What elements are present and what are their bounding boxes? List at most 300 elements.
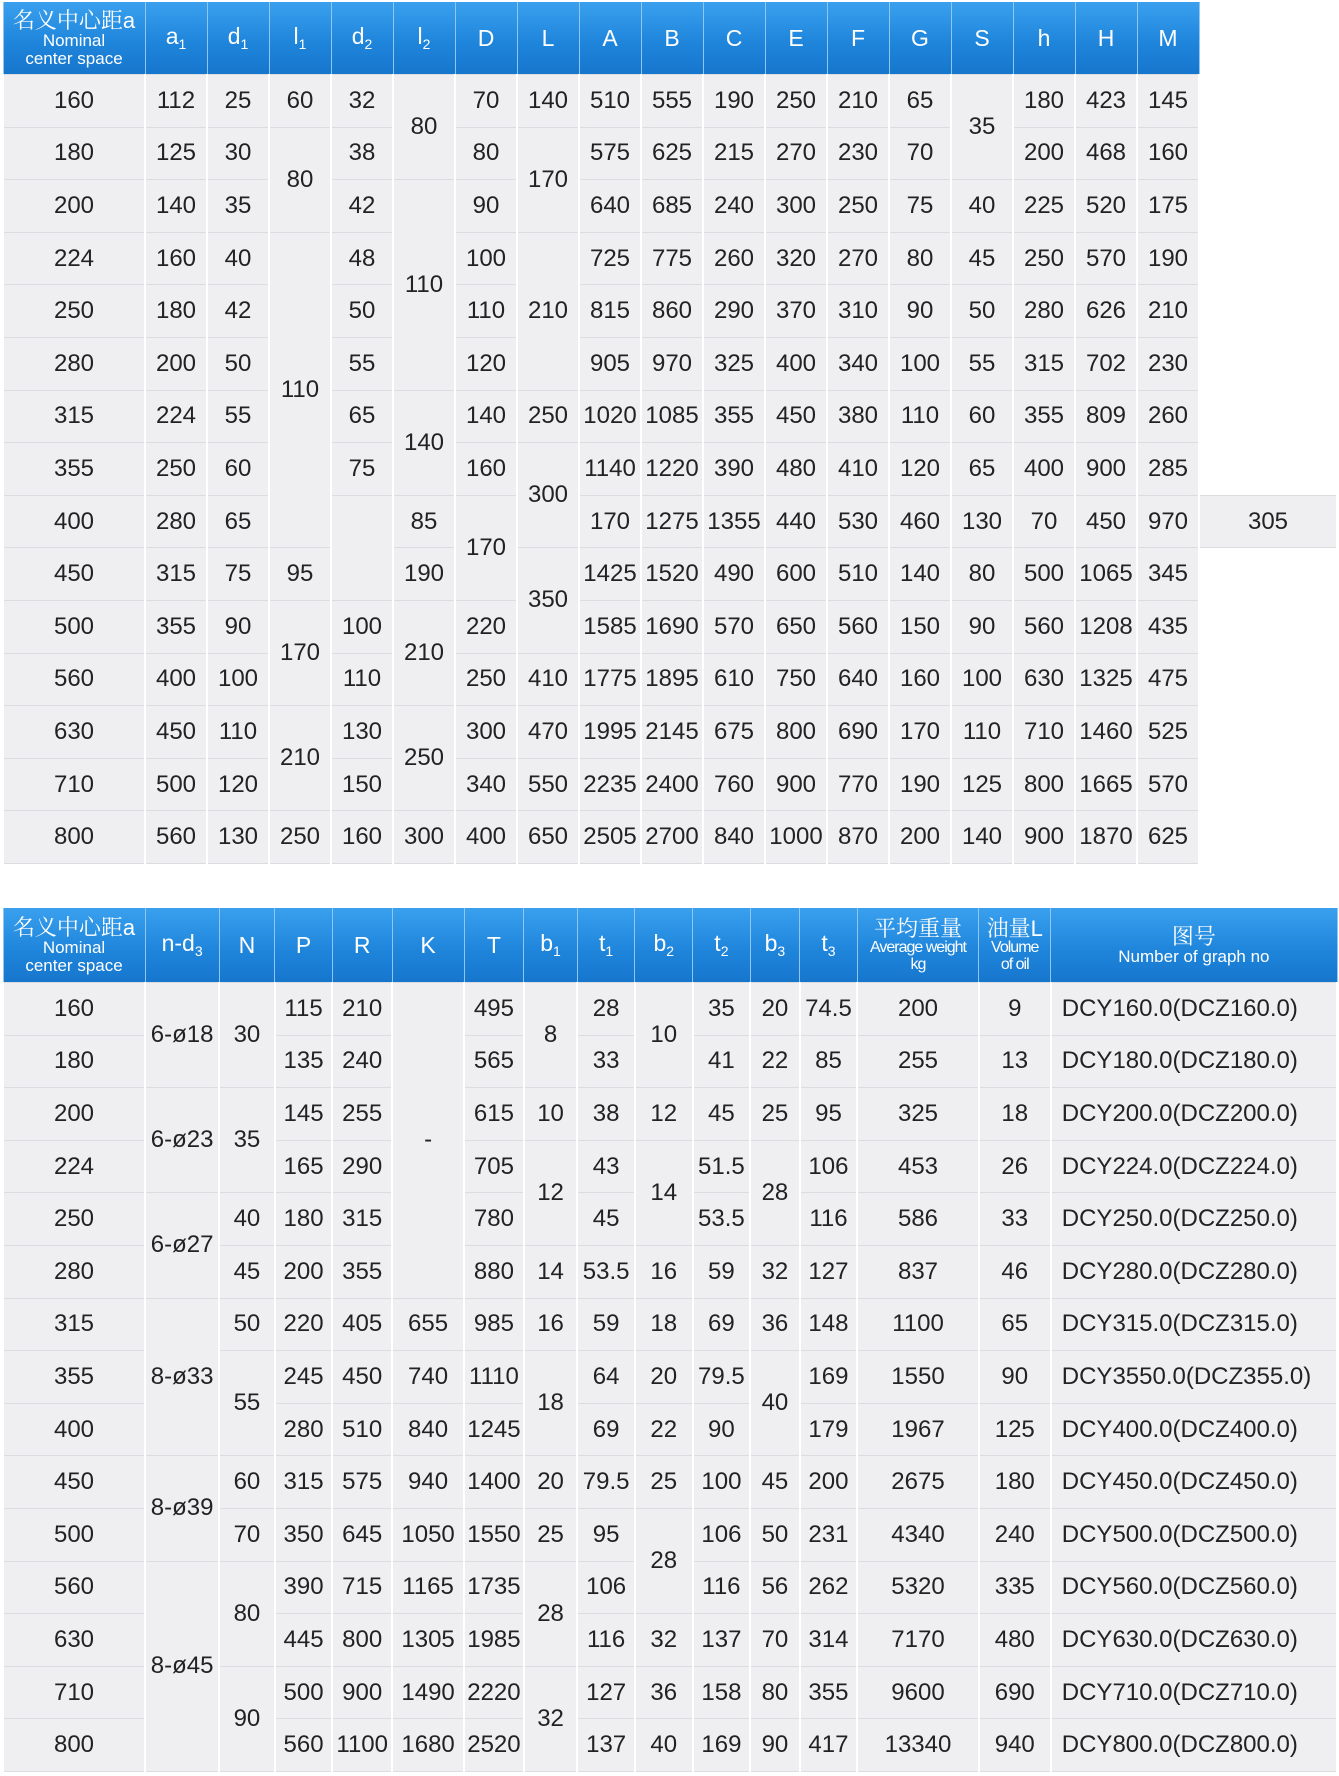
table-cell: 65 [331, 390, 393, 443]
table-cell: 1275 [641, 495, 703, 548]
table-cell: 116 [800, 1193, 858, 1246]
col-header: $b_1$ [524, 908, 578, 983]
table-cell: 350 [275, 1508, 333, 1561]
table-cell: 55 [951, 337, 1013, 390]
table-cell: 224 [145, 390, 207, 443]
table-cell: 8 [524, 983, 578, 1088]
table-cell: 315 [1013, 337, 1075, 390]
table-cell: 510 [332, 1403, 392, 1456]
table-cell: 224 [3, 232, 145, 285]
table-cell: 740 [392, 1351, 464, 1404]
table-cell: 685 [641, 180, 703, 233]
table-cell: 1100 [332, 1719, 392, 1772]
col-header: L [517, 2, 579, 75]
table-cell: 70 [455, 75, 517, 128]
table-cell: 710 [1013, 706, 1075, 759]
table-cell: 625 [641, 127, 703, 180]
table-cell: 615 [464, 1088, 524, 1141]
graph-number-cell: DCY630.0(DCZ630.0) [1051, 1614, 1337, 1667]
table-cell: 800 [3, 1719, 145, 1772]
table-cell: 75 [889, 180, 951, 233]
table-cell: 210 [827, 75, 889, 128]
table-cell: 28 [635, 1508, 693, 1613]
table-cell: 1460 [1075, 706, 1137, 759]
table-cell: 1000 [765, 811, 827, 864]
col-header: $t_2$ [693, 908, 751, 983]
table-cell: 940 [392, 1456, 464, 1509]
table-cell: 170 [889, 706, 951, 759]
table-cell: 200 [145, 337, 207, 390]
table-cell: 106 [800, 1140, 858, 1193]
graph-number-cell: DCY280.0(DCZ280.0) [1051, 1245, 1337, 1298]
table-cell: 405 [332, 1298, 392, 1351]
table-cell: 175 [1137, 180, 1199, 233]
table-cell: 90 [219, 1666, 275, 1771]
table-cell: 500 [275, 1666, 333, 1719]
table-cell: 100 [455, 232, 517, 285]
table-cell: 260 [703, 232, 765, 285]
bolt-spec-cell: 6-ø18 [145, 983, 219, 1088]
table-cell: 2675 [857, 1456, 978, 1509]
table-cell: 75 [207, 548, 269, 601]
graph-number-cell: DCY450.0(DCZ450.0) [1051, 1456, 1337, 1509]
col-header: $t_1$ [577, 908, 635, 983]
bolt-spec-cell: 8-ø45 [145, 1561, 219, 1771]
table-cell: 800 [332, 1614, 392, 1667]
table-cell: 260 [1137, 390, 1199, 443]
table-cell: 1220 [641, 443, 703, 496]
table-cell: 560 [1013, 600, 1075, 653]
table-cell: 280 [275, 1403, 333, 1456]
table-cell: 90 [979, 1351, 1051, 1404]
table-cell: 840 [703, 811, 765, 864]
table-cell: 65 [979, 1298, 1051, 1351]
mounting-table-body [3, 983, 1337, 1772]
table-cell: 18 [979, 1088, 1051, 1141]
table-cell: 75 [331, 443, 393, 496]
table-cell: 210 [332, 983, 392, 1036]
table-cell: 116 [693, 1561, 751, 1614]
table-cell: 150 [889, 600, 951, 653]
table-cell: 60 [269, 75, 331, 128]
table-cell: 705 [464, 1140, 524, 1193]
table-cell: 355 [145, 600, 207, 653]
header-row [3, 2, 1337, 75]
table-cell: 300 [765, 180, 827, 233]
table-cell: 1690 [641, 600, 703, 653]
table-cell: 453 [857, 1140, 978, 1193]
table-cell: 41 [693, 1035, 751, 1088]
table-cell: 702 [1075, 337, 1137, 390]
table-cell: 22 [750, 1035, 799, 1088]
table-cell: 224 [3, 1140, 145, 1193]
table-cell: 40 [951, 180, 1013, 233]
table-cell: 1110 [464, 1351, 524, 1404]
table-cell: 180 [979, 1456, 1051, 1509]
table-cell: 160 [3, 75, 145, 128]
weight-header: 平均重量 Average weight kg [857, 908, 978, 983]
table-cell: 2505 [579, 811, 641, 864]
table-cell: 74.5 [800, 983, 858, 1036]
table-cell: 775 [641, 232, 703, 285]
table-cell: 25 [524, 1508, 578, 1561]
table-cell: 69 [693, 1298, 751, 1351]
table-cell: 95 [269, 548, 331, 601]
table-cell: 140 [393, 390, 455, 495]
table-cell: 50 [219, 1298, 275, 1351]
header-row [3, 908, 1337, 983]
table-cell: 70 [889, 127, 951, 180]
table-cell: - [392, 983, 464, 1299]
table-cell: 4340 [857, 1508, 978, 1561]
table-cell: 1245 [464, 1403, 524, 1456]
col-header: P [275, 908, 333, 983]
table-cell: 230 [1137, 337, 1199, 390]
table-cell: 190 [393, 548, 455, 601]
table-cell: 65 [889, 75, 951, 128]
table-cell: 710 [3, 1666, 145, 1719]
table-cell: 160 [145, 232, 207, 285]
table-cell: 450 [765, 390, 827, 443]
table-cell: 320 [765, 232, 827, 285]
table-cell: 5320 [857, 1561, 978, 1614]
table-cell: 100 [889, 337, 951, 390]
table-cell: 725 [579, 232, 641, 285]
table-cell: 65 [951, 443, 1013, 496]
table-cell: 125 [951, 758, 1013, 811]
table-cell: 160 [331, 811, 393, 864]
table-cell: 106 [693, 1508, 751, 1561]
table-cell: 137 [693, 1614, 751, 1667]
table-cell: 800 [1013, 758, 1075, 811]
table-cell: 170 [579, 495, 641, 548]
table-cell: 500 [3, 1508, 145, 1561]
table-cell: 2235 [579, 758, 641, 811]
table-cell: 640 [827, 653, 889, 706]
table-cell: 1305 [392, 1614, 464, 1667]
table-cell: 9 [979, 983, 1051, 1036]
nominal-header: 名义中心距a Nominal center space [3, 908, 145, 983]
bolt-spec-cell: 6-ø23 [145, 1088, 219, 1193]
table-cell: 56 [750, 1561, 799, 1614]
table-cell: 42 [207, 285, 269, 338]
table-cell: 120 [455, 337, 517, 390]
table-cell: 145 [275, 1088, 333, 1141]
table-cell: 140 [951, 811, 1013, 864]
table-cell: 80 [269, 127, 331, 232]
table-cell: 410 [827, 443, 889, 496]
col-header: $d_1$ [207, 2, 269, 75]
table-cell: 250 [765, 75, 827, 128]
table-cell: 79.5 [693, 1351, 751, 1404]
graph-number-cell: DCY500.0(DCZ500.0) [1051, 1508, 1337, 1561]
table-cell: 250 [3, 285, 145, 338]
table-cell: 9600 [857, 1666, 978, 1719]
table-cell: 1870 [1075, 811, 1137, 864]
table-cell: 410 [517, 653, 579, 706]
table-cell: 315 [275, 1456, 333, 1509]
table-cell: 710 [3, 758, 145, 811]
table-cell: 127 [577, 1666, 635, 1719]
table-cell: 53.5 [693, 1193, 751, 1246]
table-cell: 112 [145, 75, 207, 128]
table-cell: 837 [857, 1245, 978, 1298]
table-row [3, 1298, 1337, 1351]
table-cell: 65 [207, 495, 269, 548]
table-cell: 560 [827, 600, 889, 653]
table-cell: 1490 [392, 1666, 464, 1719]
table-cell: 35 [951, 75, 1013, 180]
table-cell: 1585 [579, 600, 641, 653]
table-cell: 106 [577, 1561, 635, 1614]
col-header: $a_1$ [145, 2, 207, 75]
table-cell: 815 [579, 285, 641, 338]
table-cell: 25 [750, 1088, 799, 1141]
graph-header: 图号 Number of graph no [1051, 908, 1337, 983]
table-cell: 417 [800, 1719, 858, 1772]
table-cell: 380 [827, 390, 889, 443]
table-cell: 190 [703, 75, 765, 128]
table-cell: 145 [1137, 75, 1199, 128]
table-cell: 12 [635, 1088, 693, 1141]
table-cell: 315 [3, 1298, 145, 1351]
dimension-table-body [3, 75, 1337, 864]
graph-number-cell: DCY315.0(DCZ315.0) [1051, 1298, 1337, 1351]
table-cell: 490 [703, 548, 765, 601]
table-cell: 262 [800, 1561, 858, 1614]
table-cell: 1100 [857, 1298, 978, 1351]
col-header: E [765, 2, 827, 75]
table-cell: 100 [951, 653, 1013, 706]
table-cell: 110 [393, 180, 455, 390]
table-cell: 400 [1013, 443, 1075, 496]
table-cell: 210 [393, 600, 455, 705]
table-row [3, 180, 1337, 233]
table-cell: 85 [800, 1035, 858, 1088]
table-cell: 16 [635, 1245, 693, 1298]
table-cell: 160 [3, 983, 145, 1036]
table-cell: 90 [889, 285, 951, 338]
table-cell: 1355 [703, 495, 765, 548]
table-cell: 340 [455, 758, 517, 811]
table-cell: 1020 [579, 390, 641, 443]
table-cell: 495 [464, 983, 524, 1036]
table-cell: 345 [1137, 548, 1199, 601]
table-cell: 1425 [579, 548, 641, 601]
table-cell: 1967 [857, 1403, 978, 1456]
table-cell: 25 [635, 1456, 693, 1509]
table-cell: 170 [455, 495, 517, 600]
table-cell: 560 [275, 1719, 333, 1772]
table-cell: 300 [393, 811, 455, 864]
table-cell: 600 [765, 548, 827, 601]
table-cell: 530 [827, 495, 889, 548]
table-row [3, 127, 1337, 180]
table-cell: 200 [857, 983, 978, 1036]
graph-number-cell: DCY250.0(DCZ250.0) [1051, 1193, 1337, 1246]
col-header: A [579, 2, 641, 75]
table-cell: 160 [1137, 127, 1199, 180]
table-row [3, 495, 1337, 548]
graph-number-cell: DCY224.0(DCZ224.0) [1051, 1140, 1337, 1193]
table-cell: 355 [800, 1666, 858, 1719]
table-cell: 1140 [579, 443, 641, 496]
col-header: F [827, 2, 889, 75]
col-header: $d_2$ [331, 2, 393, 75]
mounting-table [2, 908, 1338, 1772]
table-cell: 35 [693, 983, 751, 1036]
table-cell: 355 [3, 443, 145, 496]
table-cell: 55 [219, 1351, 275, 1456]
table-cell: 200 [800, 1456, 858, 1509]
table-cell: 468 [1075, 127, 1137, 180]
table-cell: 130 [207, 811, 269, 864]
table-cell: 626 [1075, 285, 1137, 338]
table-cell: 610 [703, 653, 765, 706]
table-cell: 570 [1075, 232, 1137, 285]
table-cell: 555 [641, 75, 703, 128]
table-cell: 500 [1013, 548, 1075, 601]
table-cell: 16 [524, 1298, 578, 1351]
table-cell: 1050 [392, 1508, 464, 1561]
table-cell: 1775 [579, 653, 641, 706]
table-row [3, 548, 1337, 601]
table-cell: 64 [577, 1351, 635, 1404]
table-cell: 500 [3, 600, 145, 653]
table-cell: 95 [800, 1088, 858, 1141]
table-cell: 460 [889, 495, 951, 548]
table-cell: 900 [1013, 811, 1075, 864]
table-cell: 940 [979, 1719, 1051, 1772]
col-header: D [455, 2, 517, 75]
table-cell: 18 [524, 1351, 578, 1456]
table-cell: 45 [219, 1245, 275, 1298]
table-cell: 26 [979, 1140, 1051, 1193]
table-cell: 280 [3, 337, 145, 390]
table-cell: 50 [207, 337, 269, 390]
col-header: $t_3$ [800, 908, 858, 983]
table-cell: 200 [889, 811, 951, 864]
table-cell: 900 [765, 758, 827, 811]
table-cell: 1985 [464, 1614, 524, 1667]
table-cell: 255 [332, 1088, 392, 1141]
table-cell: 250 [517, 390, 579, 443]
table-cell: 116 [577, 1614, 635, 1667]
table-cell: 14 [635, 1140, 693, 1245]
table-cell: 245 [275, 1351, 333, 1404]
col-header: M [1137, 2, 1199, 75]
table-cell: 560 [3, 653, 145, 706]
bolt-spec-cell: 6-ø27 [145, 1193, 219, 1298]
table-cell: 70 [750, 1614, 799, 1667]
table-cell: 100 [693, 1456, 751, 1509]
table-cell: 1550 [464, 1508, 524, 1561]
table-cell: 200 [3, 180, 145, 233]
table-row [3, 390, 1337, 443]
table-cell: 400 [455, 811, 517, 864]
table-cell: 809 [1075, 390, 1137, 443]
table-cell: 450 [3, 548, 145, 601]
table-cell: 10 [635, 983, 693, 1088]
table-cell: 28 [750, 1140, 799, 1245]
table-cell: 550 [517, 758, 579, 811]
table-cell: 370 [765, 285, 827, 338]
table-cell: 180 [275, 1193, 333, 1246]
table-cell: 95 [577, 1508, 635, 1561]
table-cell: 80 [393, 75, 455, 180]
table-cell: 45 [577, 1193, 635, 1246]
table-cell: 390 [703, 443, 765, 496]
table-cell: 38 [577, 1088, 635, 1141]
table-cell: 7170 [857, 1614, 978, 1667]
table-cell: 140 [889, 548, 951, 601]
table-cell: 50 [331, 285, 393, 338]
table-cell: 565 [464, 1035, 524, 1088]
table-cell: 40 [750, 1351, 799, 1456]
table-cell: 125 [145, 127, 207, 180]
table-cell: 59 [693, 1245, 751, 1298]
table-cell: 645 [332, 1508, 392, 1561]
table-cell: 148 [800, 1298, 858, 1351]
table-cell: 690 [827, 706, 889, 759]
table-cell: 85 [393, 495, 455, 548]
table-cell: 450 [332, 1351, 392, 1404]
table-cell: 50 [750, 1508, 799, 1561]
table-cell: 314 [800, 1614, 858, 1667]
table-cell: 315 [145, 548, 207, 601]
table-cell: 30 [219, 983, 275, 1088]
table-cell: 400 [145, 653, 207, 706]
table-cell: 160 [889, 653, 951, 706]
table-cell: 110 [889, 390, 951, 443]
graph-number-cell: DCY400.0(DCZ400.0) [1051, 1403, 1337, 1456]
table-cell: 315 [3, 390, 145, 443]
table-cell: 80 [889, 232, 951, 285]
table-cell: 170 [517, 127, 579, 232]
table-cell: 570 [703, 600, 765, 653]
table-cell: 32 [331, 75, 393, 128]
table-cell: 280 [1013, 285, 1075, 338]
table-cell: 520 [1075, 180, 1137, 233]
table-cell: 36 [635, 1666, 693, 1719]
table-cell: 240 [332, 1035, 392, 1088]
col-header: G [889, 2, 951, 75]
table-cell: 40 [207, 232, 269, 285]
table-cell: 36 [750, 1298, 799, 1351]
table-cell: 1085 [641, 390, 703, 443]
table-cell: 290 [332, 1140, 392, 1193]
graph-number-cell: DCY560.0(DCZ560.0) [1051, 1561, 1337, 1614]
table-cell: 290 [703, 285, 765, 338]
col-header: R [332, 908, 392, 983]
table-cell: 2700 [641, 811, 703, 864]
table-cell: 10 [524, 1088, 578, 1141]
table-cell: 230 [827, 127, 889, 180]
table-cell: 169 [800, 1351, 858, 1404]
table-cell: 340 [827, 337, 889, 390]
table-cell: 305 [1199, 495, 1337, 548]
table-cell: 22 [635, 1403, 693, 1456]
table-cell: 220 [455, 600, 517, 653]
graph-number-cell: DCY160.0(DCZ160.0) [1051, 983, 1337, 1036]
table-cell: 280 [3, 1245, 145, 1298]
table-cell: 400 [765, 337, 827, 390]
table-cell: 1735 [464, 1561, 524, 1614]
table-cell: 46 [979, 1245, 1051, 1298]
col-header: S [951, 2, 1013, 75]
table-cell: 400 [3, 495, 145, 548]
table-cell: 575 [579, 127, 641, 180]
